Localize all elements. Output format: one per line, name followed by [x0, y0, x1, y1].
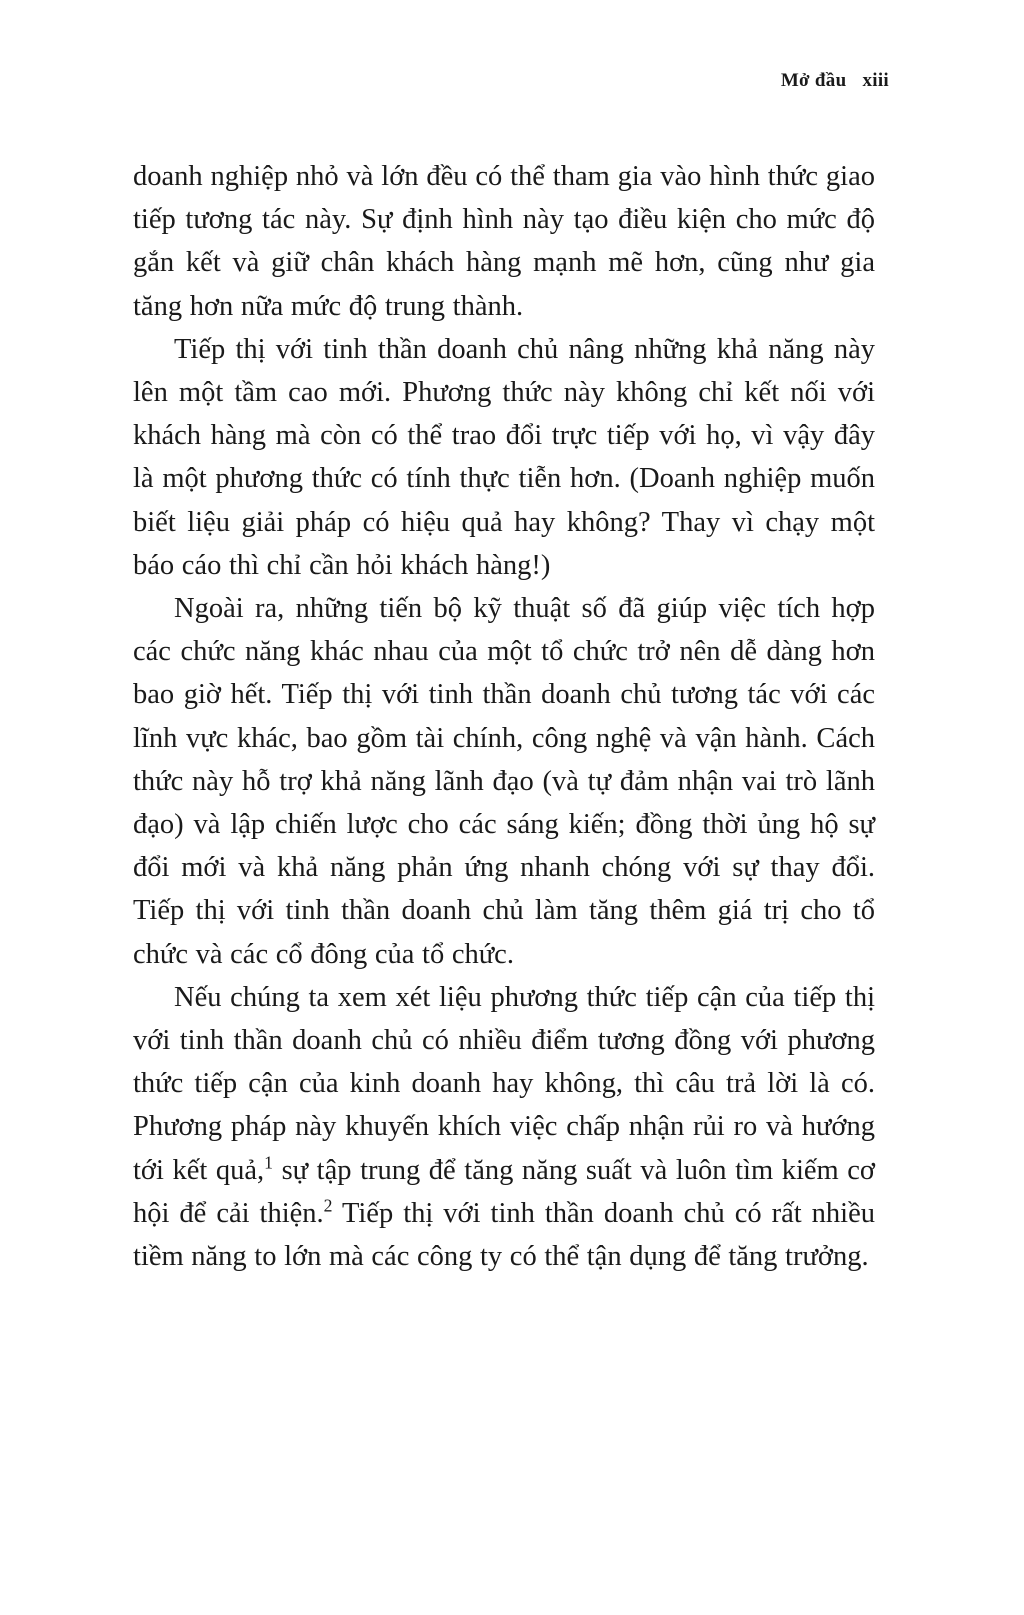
page-number: xiii [862, 70, 889, 91]
paragraph: doanh nghiệp nhỏ và lớn đều có thể tham gia vào hình thức giao tiếp tương tác này. Sự định hình này tạo điều kiện cho mức độ gắn kết và giữ chân khách hàng mạnh mẽ hơn, cũng như gia tăng hơn nữa mức độ trung thành. [133, 161, 875, 322]
paragraph: Tiếp thị với tinh thần doanh chủ nâng những khả năng này lên một tầm cao mới. Phương thức này không chỉ kết nối với khách hàng mà còn có thể trao đổi trực tiếp với họ, vì vậy đây là một phương thức có tính thực tiễn hơn. (Doanh nghiệp muốn biết liệu giải pháp có hiệu quả hay không? Thay vì chạy một báo cáo thì chỉ cần hỏi khách hàng!) [133, 333, 875, 581]
running-head [781, 70, 889, 92]
running-head-label: Mở đầu [780, 70, 847, 91]
paragraph: Nếu chúng ta xem xét liệu phương thức tiếp cận của tiếp thị với tinh thần doanh chủ có nhiều điểm tương đồng với phương thức tiếp cận của kinh doanh hay không, thì câu trả lời là có. Phương pháp này khuyến khích việc chấp nhận rủi ro và hướng tới kết quả,$^1$ sự tập trung để tăng năng suất và luôn tìm kiếm cơ hội để cải thiện.$^2$ Tiếp thị với tinh thần doanh chủ có rất nhiều tiềm năng to lớn mà các công ty có thể tận dụng để tăng trưởng. [133, 981, 875, 1273]
paragraph: Ngoài ra, những tiến bộ kỹ thuật số đã giúp việc tích hợp các chức năng khác nhau của một tổ chức trở nên dễ dàng hơn bao giờ hết. Tiếp thị với tinh thần doanh chủ tương tác với các lĩnh vực khác, bao gồm tài chính, công nghệ và vận hành. Cách thức này hỗ trợ khả năng lãnh đạo (và tự đảm nhận vai trò lãnh đạo) và lập chiến lược cho các sáng kiến; đồng thời ủng hộ sự đổi mới và khả năng phản ứng nhanh chóng với sự thay đổi. Tiếp thị với tinh thần doanh chủ làm tăng thêm giá trị cho tổ chức và các cổ đông của tổ chức. [133, 593, 875, 970]
body-text [133, 155, 875, 1278]
